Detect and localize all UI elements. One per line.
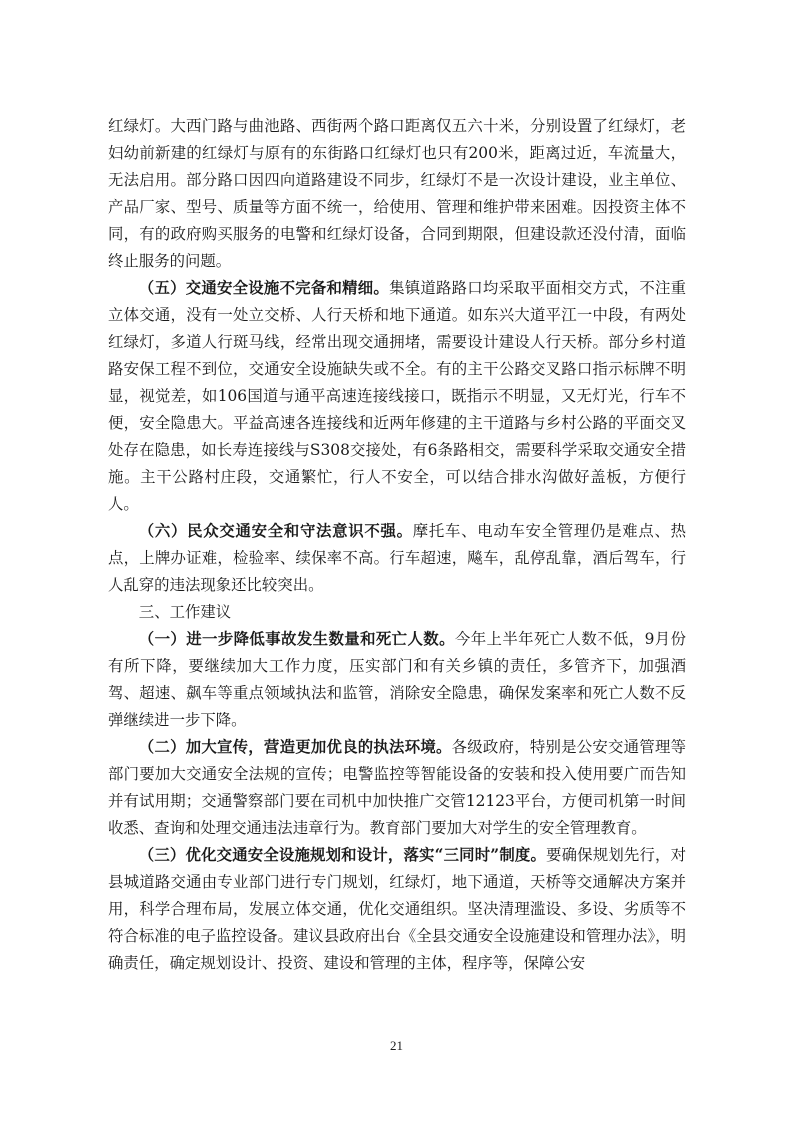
paragraph-text: 红绿灯。大西门路与曲池路、西街两个路口距离仅五六十米，分别设置了红绿灯，老妇幼前新建的红绿灯与原有的东街路口红绿灯也只有200米，距离过近，车流量大，无法启用。部分路口因四向道路建设不同步，红绿灯不是一次设计建设，业主单位、产品厂家、型号、质量等方面不统一，给使用、管理和维护带来困难。因投资主体不同，有的政府购买服务的电警和红绿灯设备，合同到期限，但建设款还没付清，面临终止服务的问题。 [108, 117, 686, 270]
paragraph-lead: （五）交通安全设施不完备和精细。 [138, 279, 390, 297]
suggestion-reduce-accidents [108, 626, 686, 734]
paragraph-lead: （六）民众交通安全和守法意识不强。 [138, 522, 413, 540]
section-heading: 三、工作建议 [138, 603, 232, 621]
paragraph-safety-facilities [108, 275, 686, 518]
suggestion-lead: （一）进一步降低事故发生数量和死亡人数。 [138, 630, 455, 648]
suggestion-lead: （二）加大宣传，营造更加优良的执法环境。 [138, 738, 452, 756]
document-body [108, 113, 686, 977]
paragraph-text: 摩托车、电动车安全管理仍是难点、热点，上牌办证难，检验率、续保率不高。行车超速，飚车，乱停乱靠，酒后驾车，行人乱穿的违法现象还比较突出。 [108, 522, 686, 594]
suggestion-publicity [108, 734, 686, 842]
suggestion-facility-planning [108, 842, 686, 977]
suggestion-text: 今年上半年死亡人数不低，9月份有所下降，要继续加大工作力度，压实部门和有关乡镇的责任，多管齐下，加强酒驾、超速、飙车等重点领域执法和监管，消除安全隐患，确保发案率和死亡人数不反弹继续进一步下降。 [108, 630, 686, 729]
suggestion-text: 各级政府，特别是公安交通管理等部门要加大交通安全法规的宣传；电警监控等智能设备的安装和投入使用要广而告知并有试用期；交通警察部门要在司机中加快推广交管12123平台，方便司机第一时间收悉、查询和处理交通违法违章行为。教育部门要加大对学生的安全管理教育。 [108, 738, 686, 837]
paragraph-public-awareness [108, 518, 686, 599]
suggestion-text: 要确保规划先行，对县城道路交通由专业部门进行专门规划，红绿灯，地下通道，天桥等交通解决方案并用，科学合理布局，发展立体交通，优化交通组织。坚决清理滥设、多设、劣质等不符合标准的电子监控设备。建议县政府出台《全县交通安全设施建设和管理办法》，明确责任，确定规划设计、投资、建设和管理的主体，程序等，保障公安 [108, 846, 686, 972]
page-number: 21 [390, 1038, 403, 1053]
paragraph-traffic-lights-continued [108, 113, 686, 275]
suggestion-lead: （三）优化交通安全设施规划和设计，落实“三同时”制度。 [138, 846, 547, 864]
paragraph-text: 集镇道路路口均采取平面相交方式，不注重立体交通，没有一处立交桥、人行天桥和地下通道。如东兴大道平江一中段，有两处红绿灯，多道人行斑马线，经常出现交通拥堵，需要设计建设人行天桥。部分乡村道路安保工程不到位，交通安全设施缺失或不全。有的主干公路交叉路口指示标牌不明显，视觉差，如106国道与通平高速连接线接口，既指示不明显，又无灯光，行车不便，安全隐患大。平益高速各连接线和近两年修建的主干道路与乡村公路的平面交叉处存在隐患，如长寿连接线与S308交接处，有6条路相交，需要科学采取交通安全措施。主干公路村庄段，交通繁忙，行人不安全，可以结合排水沟做好盖板，方便行人。 [108, 279, 686, 513]
